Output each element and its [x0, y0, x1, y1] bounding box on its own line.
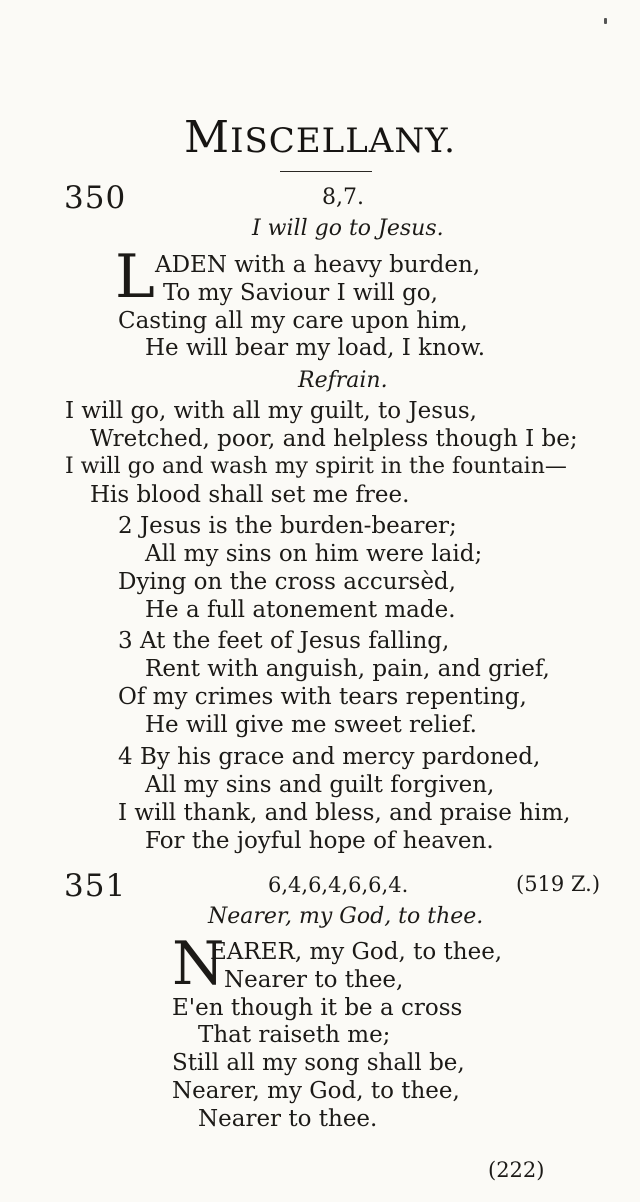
- stanza-line: He will bear my load, I know.: [145, 335, 486, 361]
- hymn-tune-ref: (519 Z.): [516, 872, 601, 896]
- section-title-rest: ISCELLANY.: [230, 121, 456, 161]
- section-title-initial: M: [184, 112, 231, 163]
- page-number: (222): [488, 1158, 545, 1182]
- stanza-line: E'en though it be a cross: [172, 995, 463, 1021]
- stanza-line: 2 Jesus is the burden-bearer;: [118, 513, 457, 539]
- refrain-line: His blood shall set me free.: [90, 482, 410, 508]
- stanza-line: EARER, my God, to thee,: [210, 939, 503, 965]
- refrain-label: Refrain.: [298, 368, 388, 393]
- stanza-line: Dying on the cross accursèd,: [118, 569, 456, 595]
- drop-cap: L: [115, 242, 155, 312]
- stanza-line: Nearer, my God, to thee,: [172, 1078, 460, 1104]
- stanza-line: All my sins on him were laid;: [145, 541, 483, 567]
- stanza-line: Still all my song shall be,: [172, 1050, 465, 1076]
- stanza-line: He will give me sweet relief.: [145, 712, 477, 738]
- hymn-number: 350: [64, 180, 127, 216]
- stanza-line: For the joyful hope of heaven.: [145, 828, 494, 854]
- refrain-line: I will go and wash my spirit in the fountain—: [65, 454, 567, 479]
- hymn-number: 351: [64, 868, 127, 904]
- stanza-line: I will thank, and bless, and praise him,: [118, 800, 571, 826]
- stanza-line: He a full atonement made.: [145, 597, 456, 623]
- stanza-line: 3 At the feet of Jesus falling,: [118, 628, 450, 654]
- hymn-meter: 6,4,6,4,6,6,4.: [268, 873, 409, 897]
- stanza-line: To my Saviour I will go,: [163, 280, 438, 306]
- stanza-line: That raiseth me;: [198, 1022, 391, 1048]
- title-rule: [280, 171, 372, 172]
- refrain-line: Wretched, poor, and helpless though I be;: [90, 426, 578, 452]
- stanza-line: All my sins and guilt forgiven,: [145, 772, 495, 798]
- stanza-line: Casting all my care upon him,: [118, 308, 468, 334]
- stanza-line: ADEN with a heavy burden,: [155, 252, 481, 278]
- hymn-title: I will go to Jesus.: [252, 216, 444, 241]
- print-mark: [604, 18, 607, 24]
- hymn-meter: 8,7.: [322, 185, 364, 210]
- stanza-line: Nearer to thee,: [224, 967, 404, 993]
- stanza-line: Nearer to thee.: [198, 1106, 378, 1132]
- stanza-line: Rent with anguish, pain, and grief,: [145, 656, 550, 682]
- stanza-line: Of my crimes with tears repenting,: [118, 684, 527, 710]
- stanza-line: 4 By his grace and mercy pardoned,: [118, 744, 541, 770]
- drop-cap: N: [172, 929, 225, 999]
- hymn-title: Nearer, my God, to thee.: [208, 904, 484, 929]
- refrain-line: I will go, with all my guilt, to Jesus,: [65, 398, 477, 424]
- section-title: [0, 112, 640, 163]
